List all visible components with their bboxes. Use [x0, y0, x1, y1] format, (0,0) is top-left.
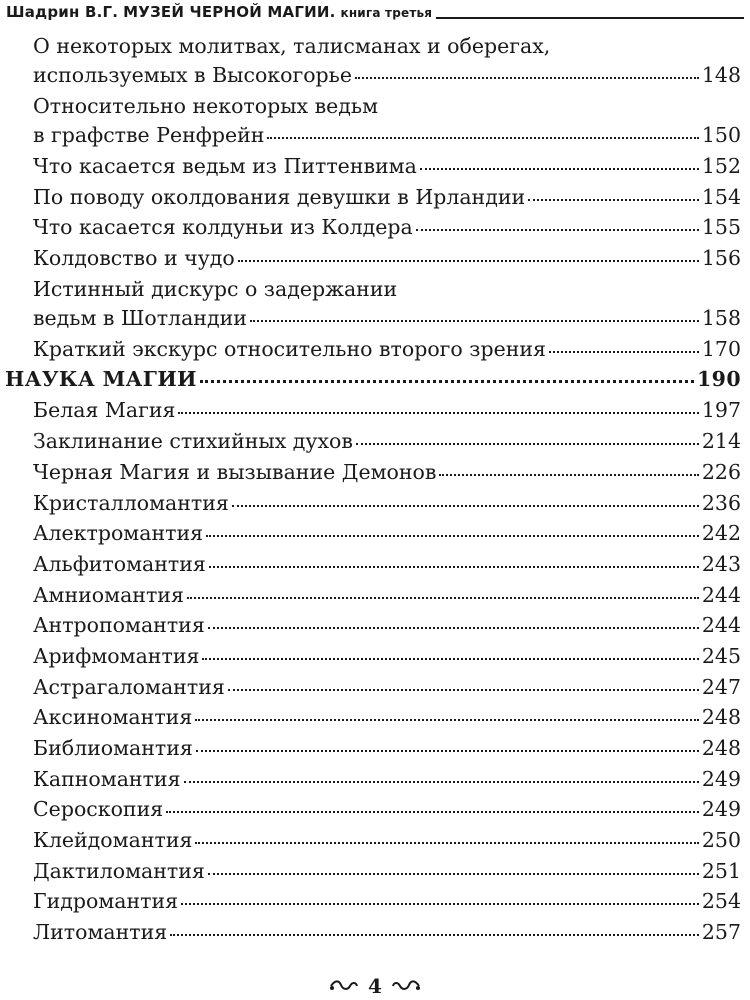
toc-entry	[0, 765, 750, 794]
toc-page-number: 242	[701, 521, 741, 546]
toc-entry	[0, 703, 750, 732]
page-footer	[0, 972, 750, 998]
toc-entry	[0, 611, 750, 640]
toc-page-number: 248	[701, 705, 741, 730]
toc-entry	[0, 826, 750, 855]
dot-leader	[184, 765, 699, 786]
dot-leader	[549, 335, 699, 356]
toc-entry-last-line	[33, 519, 741, 548]
toc-page-number: 150	[701, 123, 741, 147]
dot-leader	[187, 581, 699, 602]
toc-page-number: 214	[701, 429, 741, 454]
dot-leader	[228, 673, 699, 694]
toc-page-number: 245	[701, 643, 741, 668]
dot-leader	[528, 183, 699, 204]
toc-entry-last-line	[33, 152, 741, 181]
toc-entry-last-line	[5, 365, 741, 394]
dot-leader	[181, 888, 699, 909]
header-book-volume: книга третья	[340, 6, 433, 20]
toc-page-number: 197	[701, 398, 741, 423]
toc-entry	[0, 213, 750, 242]
toc-entry-last-line	[33, 121, 741, 150]
toc-entry	[0, 734, 750, 763]
toc-entry	[0, 887, 750, 916]
toc-page-number: 155	[701, 215, 741, 240]
toc-entry-title-line: Черная Магия и вызывание Демонов	[33, 459, 437, 484]
toc-entry-last-line	[33, 396, 741, 425]
toc-page-number: 243	[701, 551, 741, 576]
dot-leader	[356, 428, 699, 449]
toc-entry	[0, 857, 750, 886]
header-rule	[436, 17, 744, 19]
dot-leader	[206, 520, 699, 541]
toc-entry	[0, 244, 750, 273]
toc-entry-last-line	[33, 918, 741, 947]
toc-entry-title-line: Астрагаломантия	[33, 674, 225, 699]
dot-leader	[196, 735, 699, 756]
toc-entry	[0, 32, 750, 90]
toc-entry-last-line	[33, 611, 741, 640]
toc-page-number: 247	[701, 674, 741, 699]
toc-entry-last-line	[33, 550, 741, 579]
dot-leader	[209, 550, 699, 571]
toc-entry	[0, 275, 750, 333]
toc-page-number: 251	[701, 858, 741, 883]
table-of-contents	[0, 32, 750, 949]
dot-leader	[250, 304, 699, 325]
toc-entry	[0, 427, 750, 456]
page-number: 4	[368, 973, 382, 998]
toc-entry-title-line: О некоторых молитвах, талисманах и оберегах,	[33, 34, 551, 58]
toc-page-number: 244	[701, 582, 741, 607]
toc-entry-last-line	[33, 826, 741, 855]
dot-leader	[202, 642, 698, 663]
toc-entry-title-line: Кристалломантия	[33, 490, 229, 515]
toc-page-number: 257	[701, 920, 741, 945]
toc-entry-title-line: Аксиномантия	[33, 705, 193, 730]
toc-entry-title-line: Клейдомантия	[33, 828, 193, 853]
dot-leader	[195, 704, 699, 725]
header-book-title: МУЗЕЙ ЧЕРНОЙ МАГИИ.	[123, 3, 336, 21]
toc-page-number: 248	[701, 736, 741, 760]
toc-entry-last-line	[33, 857, 741, 886]
toc-entry-title-line: Заклинание стихийных духов	[33, 429, 353, 454]
toc-entry	[0, 92, 750, 150]
toc-entry	[0, 795, 750, 824]
toc-entry-last-line	[33, 427, 741, 456]
toc-entry-title-line: используемых в Высокогорье	[33, 63, 352, 87]
dot-leader	[166, 796, 699, 817]
dot-leader	[170, 919, 699, 940]
toc-entry-last-line	[33, 335, 741, 364]
toc-entry	[0, 458, 750, 487]
toc-page-number: 226	[701, 459, 741, 484]
dot-leader	[208, 857, 699, 878]
toc-entry-title-line: НАУКА МАГИИ	[5, 367, 197, 392]
toc-entry-title-line: Арифмомантия	[33, 643, 200, 668]
header-author: Шадрин В.Г.	[6, 3, 119, 21]
toc-page-number: 154	[701, 184, 741, 209]
toc-entry-last-line	[33, 61, 741, 90]
toc-entry-last-line	[33, 734, 741, 763]
toc-entry	[0, 550, 750, 579]
right-flourish-ornament	[391, 979, 421, 993]
toc-entry-title-line: Краткий экскурс относительно второго зрения	[33, 336, 546, 361]
toc-entry-title-line: Что касается колдуньи из Колдера	[33, 215, 413, 240]
dot-leader	[178, 397, 698, 418]
dot-leader	[232, 489, 699, 510]
left-flourish-ornament	[329, 979, 359, 993]
toc-page-number: 254	[701, 889, 741, 914]
toc-page-number: 148	[701, 63, 741, 87]
toc-section-heading	[0, 365, 750, 394]
toc-entry	[0, 335, 750, 364]
toc-entry-title-line: Белая Магия	[33, 398, 176, 423]
toc-entry-title-line: Сероскопия	[33, 797, 164, 822]
toc-page-number: 170	[701, 336, 741, 361]
dot-leader	[355, 62, 699, 83]
toc-entry-title-line: Что касается ведьм из Питтенвима	[33, 154, 417, 178]
toc-page-number: 250	[701, 828, 741, 853]
toc-entry	[0, 642, 750, 671]
toc-entry-title-line: в графстве Ренфрейн	[33, 123, 265, 147]
toc-page-number: 158	[701, 305, 741, 330]
toc-entry	[0, 152, 750, 181]
toc-entry-title-line: Альфитомантия	[33, 551, 206, 576]
toc-entry	[0, 519, 750, 548]
dot-leader	[238, 245, 699, 266]
dot-leader	[195, 827, 698, 848]
toc-entry	[0, 918, 750, 947]
toc-entry-title-line: Относительно некоторых ведьм	[33, 94, 379, 118]
toc-entry-last-line	[33, 304, 741, 333]
toc-entry	[0, 489, 750, 518]
toc-entry-last-line	[33, 795, 741, 824]
toc-entry-last-line	[33, 642, 741, 671]
toc-entry-last-line	[33, 765, 741, 794]
toc-entry-last-line	[33, 244, 741, 273]
toc-entry	[0, 581, 750, 610]
dot-leader	[439, 458, 698, 479]
dot-leader	[200, 366, 694, 387]
running-header-text	[6, 3, 432, 22]
toc-entry-title-line: Капномантия	[33, 766, 181, 791]
running-header	[6, 3, 744, 25]
toc-entry-title-line: Библиомантия	[33, 736, 193, 760]
toc-page-number: 236	[701, 490, 741, 515]
toc-entry-title-line: Алектромантия	[33, 521, 204, 546]
toc-page-number: 190	[697, 367, 741, 392]
toc-entry	[0, 396, 750, 425]
toc-entry-last-line	[33, 489, 741, 518]
dot-leader	[267, 122, 698, 143]
toc-entry-last-line	[33, 673, 741, 702]
toc-entry-title-line: Колдовство и чудо	[33, 246, 235, 271]
dot-leader	[420, 153, 699, 174]
dot-leader	[208, 612, 699, 633]
toc-entry-last-line	[33, 458, 741, 487]
toc-entry-title-line: Амниомантия	[33, 582, 184, 607]
toc-entry-title-line: Дактиломантия	[33, 858, 205, 883]
toc-entry-last-line	[33, 183, 741, 212]
toc-entry-title-line: Гидромантия	[33, 889, 179, 914]
toc-page-number: 156	[701, 246, 741, 271]
toc-entry-last-line	[33, 581, 741, 610]
toc-entry	[0, 673, 750, 702]
toc-page-number: 249	[701, 766, 741, 791]
dot-leader	[416, 214, 699, 235]
toc-entry	[0, 183, 750, 212]
toc-page-number: 152	[701, 154, 741, 178]
toc-entry-title-line: Антропомантия	[33, 613, 205, 638]
toc-page-number: 249	[701, 797, 741, 822]
toc-entry-title-line: Истинный дискурс о задержании	[33, 276, 398, 301]
toc-entry-title-line: ведьм в Шотландии	[33, 305, 247, 330]
toc-entry-title-line: Литомантия	[33, 920, 168, 945]
toc-entry-last-line	[33, 887, 741, 916]
toc-page-number: 244	[701, 613, 741, 638]
toc-entry-title-line: По поводу околдования девушки в Ирландии	[33, 184, 526, 209]
toc-entry-last-line	[33, 213, 741, 242]
toc-entry-last-line	[33, 703, 741, 732]
